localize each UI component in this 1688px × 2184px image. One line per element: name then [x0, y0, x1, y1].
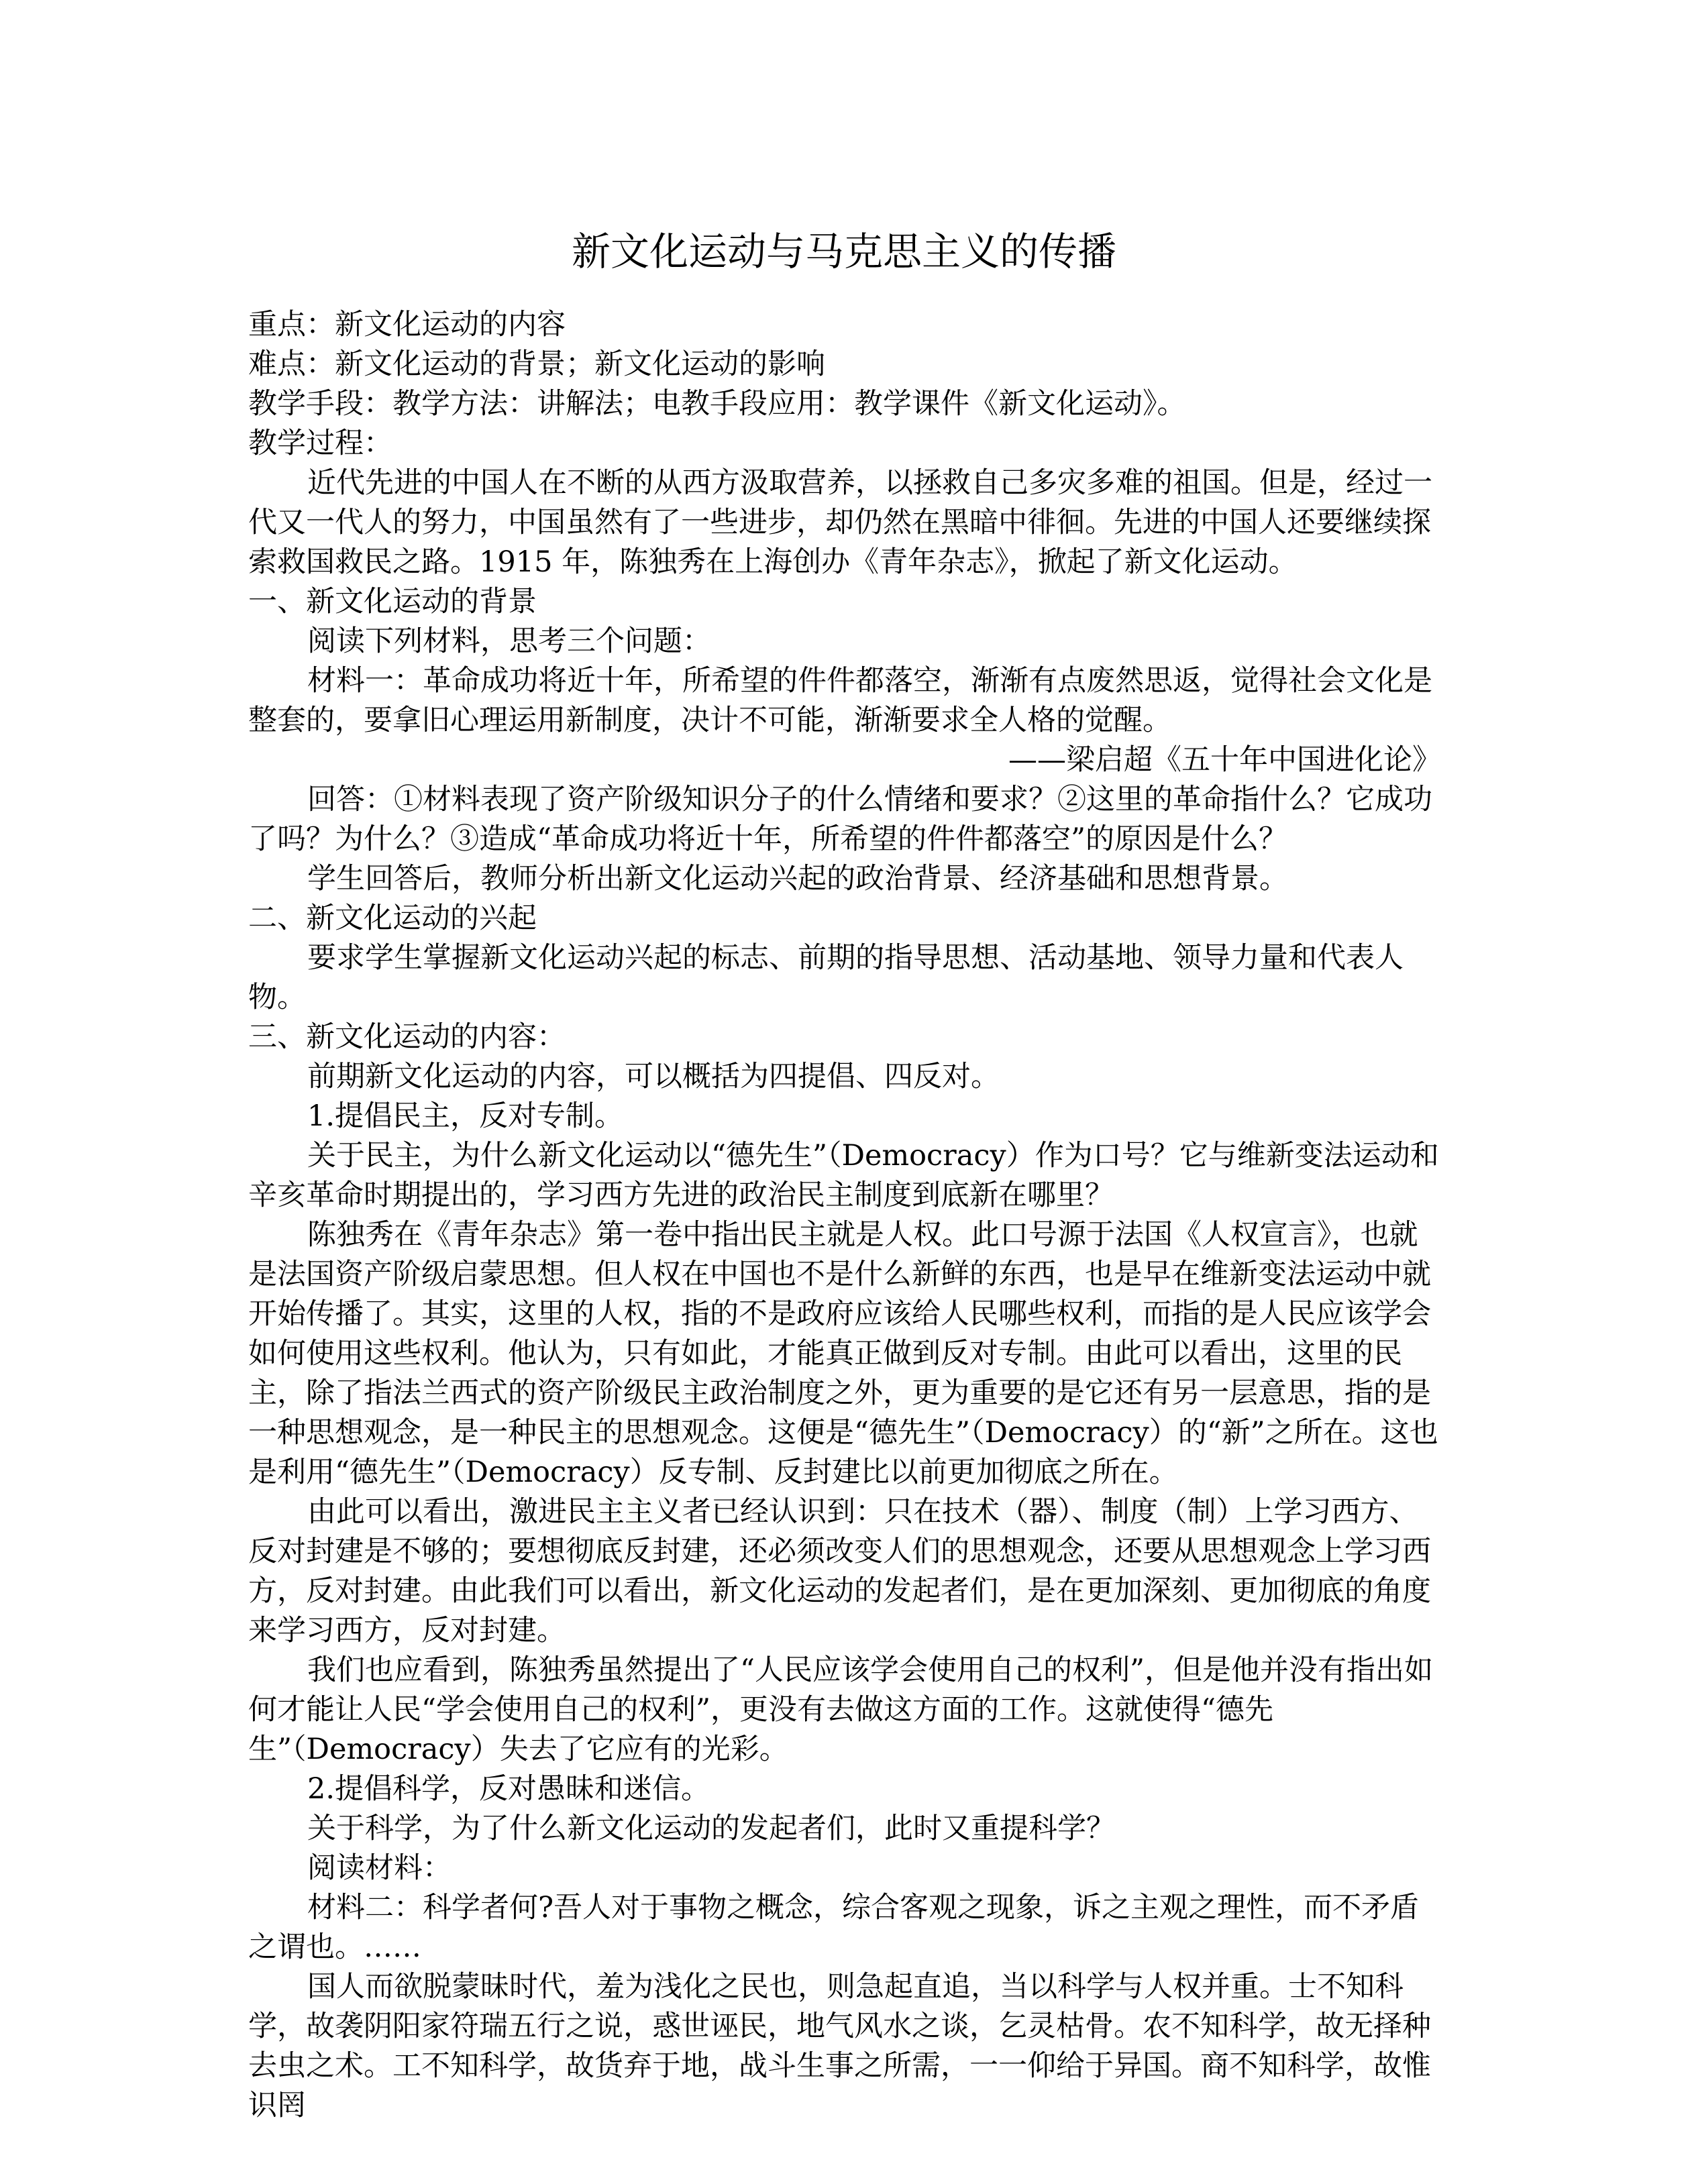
- content-item-two: 2.提倡科学，反对愚昧和迷信。: [307, 1772, 710, 1806]
- reading-material-label: 阅读材料：: [307, 1851, 452, 1885]
- material-source: ——梁启超《五十年中国进化论》: [1008, 743, 1441, 777]
- section-heading-rise: 二、新文化运动的兴起: [248, 902, 537, 935]
- content-summary: 前期新文化运动的内容，可以概括为四提倡、四反对。: [307, 1060, 1000, 1093]
- reading-instruction: 阅读下列材料，思考三个问题：: [307, 624, 711, 658]
- document-body: [248, 305, 1441, 2126]
- content-item-one: 1.提倡民主，反对专制。: [307, 1099, 624, 1133]
- democracy-limitation: 我们也应看到，陈独秀虽然提出了“人民应该学会使用自己的权利”，但是他并没有指出如何才能让人民“学会使用自己的权利”，更没有去做这方面的工作。这就使得“德先生”（Democracy）失去了它应有的光彩。: [248, 1653, 1433, 1766]
- document-title: 新文化运动与马克思主义的传播: [571, 229, 1116, 274]
- section-heading-content: 三、新文化运动的内容：: [248, 1020, 566, 1054]
- science-material-paragraph: 国人而欲脱蒙昧时代，羞为浅化之民也，则急起直追，当以科学与人权并重。士不知科学，故袭阴阳家符瑞五行之说，惑世诬民，地气风水之谈，乞灵枯骨。农不知科学，故无择种去虫之术。工不知科学，故货弃于地，战斗生事之所需，一一仰给于异国。商不知科学，故惟识罔: [248, 1970, 1431, 2122]
- question-paragraph: 回答：①材料表现了资产阶级知识分子的什么情绪和要求？②这里的革命指什么？它成功了吗？为什么？③造成“革命成功将近十年，所希望的件件都落空”的原因是什么？: [248, 783, 1432, 856]
- key-point-line: 重点：新文化运动的内容: [248, 308, 566, 341]
- material-one: 材料一：革命成功将近十年，所希望的件件都落空，渐渐有点废然思返，觉得社会文化是整套的，要拿旧心理运用新制度，决计不可能，渐渐要求全人格的觉醒。: [248, 664, 1432, 737]
- teaching-process-label: 教学过程：: [248, 427, 392, 460]
- material-two: 材料二：科学者何?吾人对于事物之概念，综合客观之现象，诉之主观之理性，而不矛盾之谓也。……: [248, 1891, 1420, 1964]
- rise-paragraph: 要求学生掌握新文化运动兴起的标志、前期的指导思想、活动基地、领导力量和代表人物。: [248, 941, 1404, 1014]
- analysis-paragraph: 学生回答后，教师分析出新文化运动兴起的政治背景、经济基础和思想背景。: [307, 862, 1288, 895]
- democracy-question: 关于民主，为什么新文化运动以“德先生”（Democracy）作为口号？它与维新变法运动和辛亥革命时期提出的，学习西方先进的政治民主制度到底新在哪里？: [248, 1139, 1439, 1212]
- intro-paragraph: 近代先进的中国人在不断的从西方汲取营养，以拯救自己多灾多难的祖国。但是，经过一代又一代人的努力，中国虽然有了一些进步，却仍然在黑暗中徘徊。先进的中国人还要继续探索救国救民之路。1915 年，陈独秀在上海创办《青年杂志》，掀起了新文化运动。: [248, 466, 1432, 579]
- democracy-conclusion: 由此可以看出，激进民主主义者已经认识到：只在技术（器）、制度（制）上学习西方、反对封建是不够的；要想彻底反封建，还必须改变人们的思想观念，还要从思想观念上学习西方，反对封建。由此我们可以看出，新文化运动的发起者们，是在更加深刻、更加彻底的角度来学习西方，反对封建。: [248, 1495, 1431, 1647]
- teaching-means-line: 教学手段：教学方法：讲解法；电教手段应用：教学课件《新文化运动》。: [248, 387, 1186, 421]
- science-question: 关于科学，为了什么新文化运动的发起者们，此时又重提科学？: [307, 1812, 1115, 1845]
- difficult-point-line: 难点：新文化运动的背景；新文化运动的影响: [248, 347, 825, 381]
- section-heading-background: 一、新文化运动的背景: [248, 585, 537, 618]
- democracy-analysis: 陈独秀在《青年杂志》第一卷中指出民主就是人权。此口号源于法国《人权宣言》，也就是法国资产阶级启蒙思想。但人权在中国也不是什么新鲜的东西，也是早在维新变法运动中就开始传播了。其实，这里的人权，指的不是政府应该给人民哪些权利，而指的是人民应该学会如何使用这些权利。他认为，只有如此，才能真正做到反对专制。由此可以看出，这里的民主，除了指法兰西式的资产阶级民主政治制度之外，更为重要的是它还有另一层意思，指的是一种思想观念，是一种民主的思想观念。这便是“德先生”（Democracy）的“新”之所在。这也是利用“德先生”（Democracy）反专制、反封建比以前更加彻底之所在。: [248, 1218, 1438, 1489]
